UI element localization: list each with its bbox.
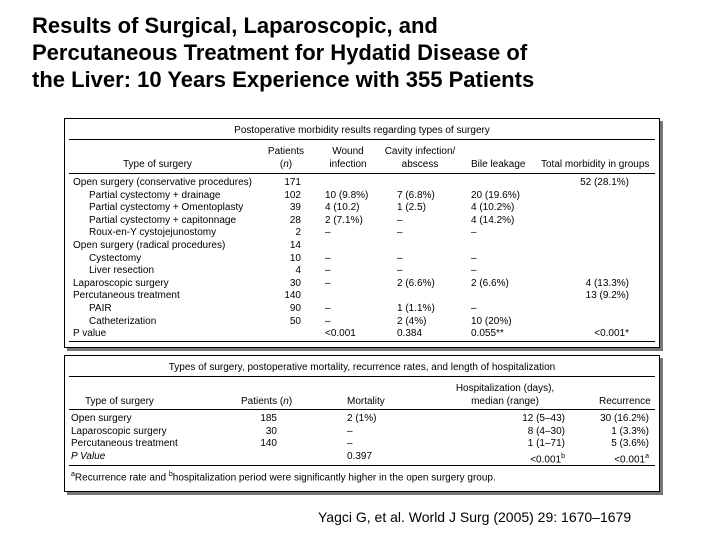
row-label: Partial cystectomy + Omentoplasty	[89, 202, 244, 214]
row-label: Roux-en-Y cystojejunostomy	[89, 227, 217, 239]
header-cavity-2: abscess	[401, 159, 439, 170]
header-total: Total morbidity in groups	[541, 159, 650, 170]
cell-recurrence: 1 (3.3%)	[611, 425, 649, 437]
cell-cavity: –	[397, 265, 403, 277]
citation: Yagci G, et al. World J Surg (2005) 29: 1670–1679	[318, 509, 632, 525]
cell-mortality: –	[347, 425, 353, 437]
header-type: Type of surgery	[85, 396, 154, 407]
cell-wound: 10 (9.8%)	[325, 189, 369, 201]
title-line-3: the Liver: 10 Years Experience with 355 Patients	[32, 67, 535, 92]
row-label: Open surgery	[71, 413, 132, 424]
cell-bile: 4 (10.2%)	[471, 202, 515, 214]
row-label: Partial cystectomy + capitonnage	[89, 214, 237, 226]
header-recurrence: Recurrence	[599, 396, 651, 407]
divider	[69, 409, 655, 410]
cell-bile: 10 (20%)	[471, 315, 512, 327]
row-label: PAIR	[89, 303, 112, 314]
row-label: Open surgery (radical procedures)	[73, 240, 226, 251]
cell-bile: 20 (19.6%)	[471, 189, 520, 201]
row-label: P Value	[71, 450, 106, 462]
cell-recurrence: 5 (3.6%)	[611, 438, 649, 450]
cell-patients: 28	[289, 214, 301, 226]
divider	[69, 465, 655, 466]
cell-hospitalization: 8 (4–30)	[527, 425, 565, 437]
cell-patients: 171	[284, 177, 301, 188]
cell-bile: 2 (6.6%)	[471, 277, 509, 289]
cell-wound: 4 (10.2)	[325, 202, 360, 214]
cell-recurrence: 30 (16.2%)	[600, 413, 649, 424]
cell-mortality: –	[347, 438, 353, 450]
cell-total: 13 (9.2%)	[585, 290, 629, 302]
row-label: Partial cystectomy + drainage	[89, 189, 221, 201]
cell-patients: 140	[284, 290, 301, 302]
cell-cavity: –	[397, 252, 403, 264]
cell-patients: 30	[289, 277, 301, 289]
header-bile: Bile leakage	[471, 159, 526, 170]
cell-patients: 50	[289, 315, 301, 327]
cell-wound: –	[325, 277, 331, 289]
mortality-table	[64, 355, 660, 492]
cell-bile: –	[471, 227, 477, 239]
row-label: Percutaneous treatment	[71, 438, 178, 450]
divider	[69, 341, 655, 342]
row-label: Open surgery (conservative procedures)	[73, 177, 252, 188]
divider	[69, 173, 655, 174]
cell-patients: 39	[289, 202, 301, 214]
cell-wound: –	[325, 265, 331, 277]
cell-cavity: 2 (4%)	[397, 315, 427, 327]
cell-wound: –	[325, 252, 331, 264]
cell-recurrence: <0.001$^a$	[614, 452, 649, 466]
cell-patients: 30	[265, 425, 277, 437]
header-mortality: Mortality	[347, 396, 385, 407]
header-cavity-1: Cavity infection/	[384, 146, 456, 157]
cell-bile: –	[471, 265, 477, 277]
row-label: P value	[73, 328, 107, 340]
cell-patients: 102	[284, 189, 301, 201]
row-label: Cystectomy	[89, 252, 142, 264]
cell-mortality: 0.397	[347, 450, 373, 462]
cell-wound: –	[325, 303, 331, 314]
row-label: Percutaneous treatment	[73, 290, 180, 302]
table-footnote: $^a$Recurrence rate and $^b$hospitalization period were significantly higher in the open surgery group.	[71, 471, 496, 484]
cell-patients: 90	[289, 303, 301, 314]
header-wound-1: Wound	[332, 146, 364, 157]
cell-bile: 4 (14.2%)	[471, 214, 515, 226]
slide-title	[32, 12, 702, 93]
cell-cavity: 1 (1.1%)	[397, 303, 435, 314]
cell-cavity: 7 (6.8%)	[397, 189, 435, 201]
cell-cavity: –	[397, 227, 403, 239]
row-label: Liver resection	[89, 265, 155, 277]
title-line-2: Percutaneous Treatment for Hydatid Disease of	[32, 40, 528, 65]
cell-patients: 140	[260, 438, 277, 450]
cell-patients: 185	[260, 413, 277, 424]
title-line-1: Results of Surgical, Laparoscopic, and	[32, 13, 438, 38]
row-label: Catheterization	[89, 315, 157, 327]
divider	[69, 376, 655, 377]
cell-bile: –	[471, 303, 477, 314]
cell-hospitalization: 12 (5–43)	[522, 413, 565, 424]
cell-bile: –	[471, 252, 477, 264]
cell-wound: <0.001	[325, 328, 356, 340]
cell-total: 52 (28.1%)	[580, 177, 629, 188]
row-label: Laparoscopic surgery	[73, 277, 169, 289]
cell-mortality: 2 (1%)	[347, 413, 377, 424]
header-hosp-1: Hospitalization (days),	[455, 383, 555, 394]
header-n: (n)	[279, 159, 293, 170]
cell-patients: 10	[289, 252, 301, 264]
cell-cavity: 2 (6.6%)	[397, 277, 435, 289]
cell-hospitalization: 1 (1–71)	[527, 438, 565, 450]
table-caption: Postoperative morbidity results regarding types of surgery	[234, 125, 490, 136]
cell-cavity: 0.384	[397, 328, 423, 340]
cell-patients: 4	[295, 265, 301, 277]
row-label: Laparoscopic surgery	[71, 425, 167, 437]
cell-total: 4 (13.3%)	[585, 277, 629, 289]
cell-wound: 2 (7.1%)	[325, 214, 363, 226]
morbidity-table	[64, 118, 660, 348]
header-patients: Patients	[267, 146, 305, 157]
table-caption: Types of surgery, postoperative mortality, recurrence rates, and length of hospitalization	[168, 362, 556, 373]
header-patients: Patients (n)	[241, 396, 293, 407]
cell-wound: –	[325, 315, 331, 327]
cell-hospitalization: <0.001$^b$	[530, 452, 565, 466]
cell-total: <0.001*	[594, 328, 629, 340]
header-wound-2: infection	[329, 159, 367, 170]
cell-bile: 0.055**	[471, 328, 504, 340]
cell-patients: 2	[295, 227, 301, 239]
cell-cavity: 1 (2.5)	[397, 202, 426, 214]
cell-cavity: –	[397, 214, 403, 226]
divider	[69, 139, 655, 140]
cell-wound: –	[325, 227, 331, 239]
cell-patients: 14	[289, 240, 301, 251]
header-type: Type of surgery	[123, 159, 192, 170]
header-hosp-2: median (range)	[471, 396, 539, 407]
